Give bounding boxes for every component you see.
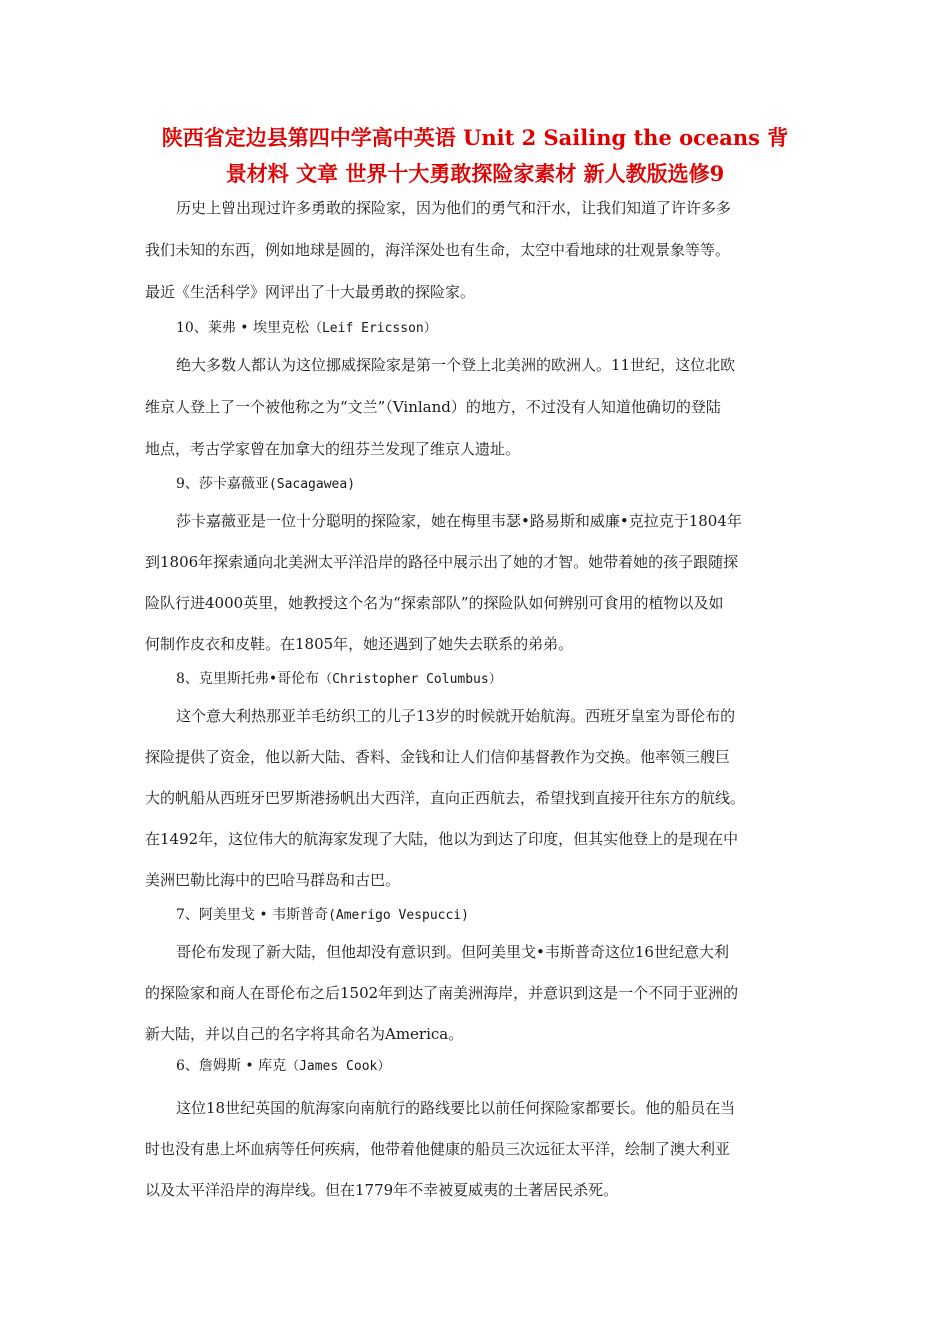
section-heading-cn: 10、莱弗 • 埃里克松 [176, 320, 309, 336]
section-heading-en: （Leif Ericsson） [308, 321, 437, 336]
paragraph-line: 何制作皮衣和皮鞋。在1805年，她还遇到了她失去联系的弟弟。 [145, 635, 574, 653]
section-heading-cn: 9、莎卡嘉薇亚 [176, 476, 269, 492]
paragraph-line: 大的帆船从西班牙巴罗斯港扬帆出大西洋，直向正西航去，希望找到直接开往东方的航线。 [145, 789, 746, 807]
section-heading [176, 1056, 390, 1077]
document-title-line-1: 陕西省定边县第四中学高中英语 Unit 2 Sailing the oceans 背 [161, 125, 789, 150]
section-heading-en: （Christopher Columbus） [319, 672, 502, 687]
section-heading-en: (Sacagawea) [268, 477, 356, 492]
paragraph-line: 的探险家和商人在哥伦布之后1502年到达了南美洲海岸，并意识到这是一个不同于亚洲的 [145, 984, 739, 1002]
paragraph-line: 在1492年，这位伟大的航海家发现了大陆，他以为到达了印度，但其实他登上的是现在中 [145, 830, 739, 848]
paragraph-line: 险队行进4000英里，她教授这个名为“探索部队”的探险队如何辨别可食用的植物以及如 [145, 594, 724, 612]
paragraph-line: 到1806年探索通向北美洲太平洋沿岸的路径中展示出了她的才智。她带着她的孩子跟随探 [145, 553, 739, 571]
section-heading [176, 474, 355, 495]
paragraph-line: 探险提供了资金，他以新大陆、香料、金钱和让人们信仰基督教作为交换。他率领三艘巨 [145, 748, 731, 766]
paragraph-line: 以及太平洋沿岸的海岸线。但在1779年不幸被夏威夷的土著居民杀死。 [145, 1181, 619, 1199]
section-heading [176, 318, 437, 339]
paragraph-line: 莎卡嘉薇亚是一位十分聪明的探险家，她在梅里韦瑟•路易斯和威廉•克拉克于1804年 [176, 512, 742, 530]
intro-line: 我们未知的东西，例如地球是圆的，海洋深处也有生命，太空中看地球的壮观景象等等。 [145, 241, 731, 259]
section-heading [176, 669, 502, 690]
document-title-line-2: 景材料 文章 世界十大勇敢探险家素材 新人教版选修9 [225, 161, 725, 186]
section-heading-en: （James Cook） [286, 1059, 391, 1074]
paragraph-line: 这个意大利热那亚羊毛纺织工的儿子13岁的时候就开始航海。西班牙皇室为哥伦布的 [176, 707, 736, 725]
paragraph-line: 这位18世纪英国的航海家向南航行的路线要比以前任何探险家都要长。他的船员在当 [176, 1099, 736, 1117]
section-heading-cn: 8、克里斯托弗•哥伦布 [176, 671, 320, 687]
paragraph-line: 时也没有患上坏血病等任何疾病，他带着他健康的船员三次远征太平洋，绘制了澳大利亚 [145, 1140, 731, 1158]
intro-line: 历史上曾出现过许多勇敢的探险家，因为他们的勇气和汗水，让我们知道了许许多多 [176, 199, 732, 217]
paragraph-line: 哥伦布发现了新大陆，但他却没有意识到。但阿美里戈•韦斯普奇这位16世纪意大利 [176, 943, 729, 961]
paragraph-line: 美洲巴勒比海中的巴哈马群岛和古巴。 [145, 871, 401, 889]
paragraph-line: 地点，考古学家曾在加拿大的纽芬兰发现了维京人遗址。 [145, 440, 521, 458]
section-heading-cn: 7、阿美里戈 • 韦斯普奇 [176, 907, 329, 923]
paragraph-line: 新大陆，并以自己的名字将其命名为America。 [145, 1025, 464, 1043]
section-heading-en: (Amerigo Vespucci) [328, 908, 469, 923]
section-heading-cn: 6、詹姆斯 • 库克 [176, 1058, 287, 1074]
section-heading [176, 905, 469, 926]
intro-line: 最近《生活科学》网评出了十大最勇敢的探险家。 [145, 283, 476, 301]
paragraph-line: 维京人登上了一个被他称之为“文兰”（Vinland）的地方，不过没有人知道他确切的登陆 [145, 398, 721, 416]
paragraph-line: 绝大多数人都认为这位挪威探险家是第一个登上北美洲的欧洲人。11世纪，这位北欧 [176, 356, 736, 374]
